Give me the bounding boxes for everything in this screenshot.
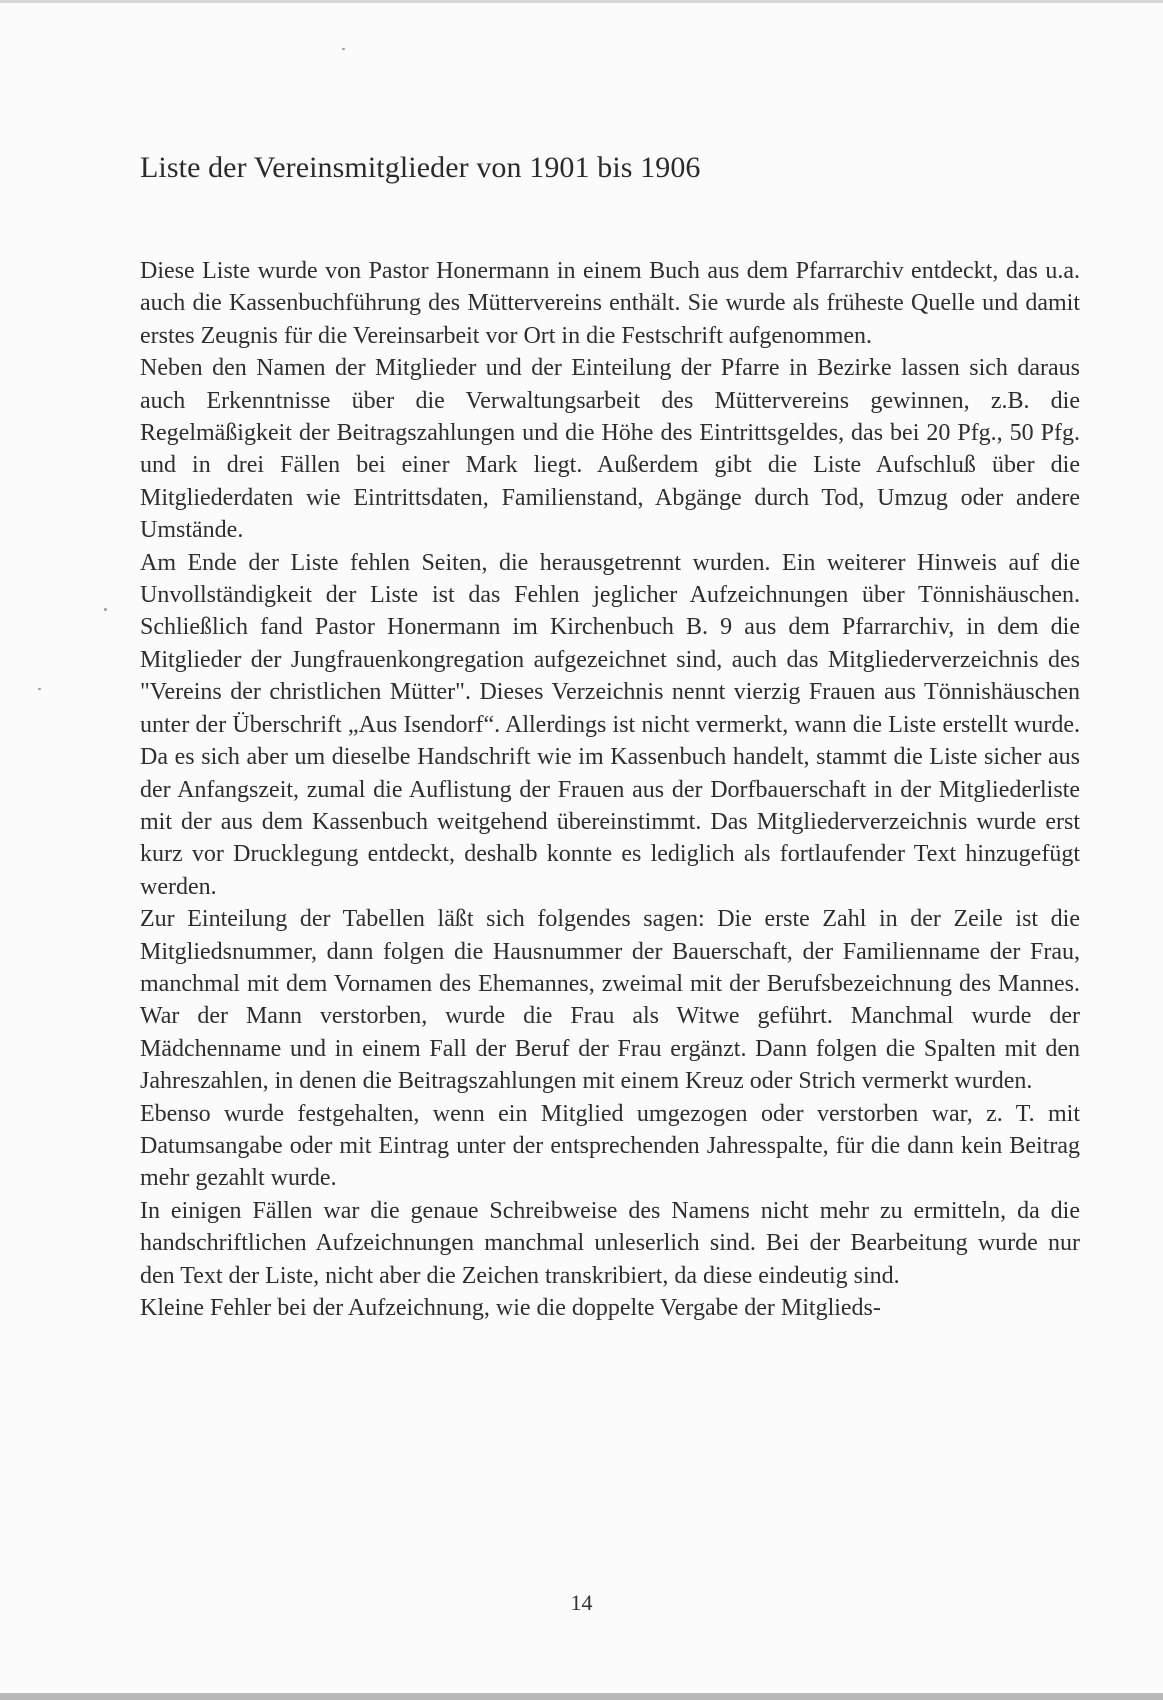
paragraph-1: Diese Liste wurde von Pastor Honermann in einem Buch aus dem Pfarrarchiv entdeckt, das u.a. auch die Kassenbuchführung des Müttervereins enthält. Sie wurde als früheste Quelle und damit erstes Zeugnis für die Vereinsarbeit vor Ort in die Festschrift aufgenommen. xyxy=(140,258,1080,349)
paragraph-2: Neben den Namen der Mitglieder und der Einteilung der Pfarre in Bezirke lassen sich daraus auch Erkenntnisse über die Verwaltungsarbeit des Müttervereins gewinnen, z.B. die Regelmäßigkeit der Beitragszahlungen und die Höhe des Eintrittsgeldes, das bei 20 Pfg., 50 Pfg. und in drei Fällen bei einer Mark liegt. Außerdem gibt die Liste Aufschluß über die Mitgliederdaten wie Eintrittsdaten, Familienstand, Abgänge durch Tod, Umzug oder andere Umstände. xyxy=(140,355,1080,544)
page-edge-top xyxy=(0,0,1163,3)
scan-speck xyxy=(342,48,345,50)
paragraph-4: Zur Einteilung der Tabellen läßt sich folgendes sagen: Die erste Zahl in der Zeile ist die Mitgliedsnummer, dann folgen die Hausnummer der Bauerschaft, der Familienname der Frau, manchmal mit dem Vornamen des Ehemannes, zweimal mit der Berufsbezeichnung des Mannes. War der Mann verstorben, wurde die Frau als Witwe geführt. Manchmal wurde der Mädchenname und in einem Fall der Beruf der Frau ergänzt. Dann folgen die Spalten mit den Jahreszahlen, in denen die Beitragszahlungen mit einem Kreuz oder Strich vermerkt wurden. xyxy=(140,906,1080,1095)
scan-speck xyxy=(38,688,41,690)
paragraph-6: In einigen Fällen war die genaue Schreibweise des Namens nicht mehr zu ermitteln, da die handschriftlichen Aufzeichnungen manchmal unleserlich sind. Bei der Bearbeitung wurde nur den Text der Liste, nicht aber die Zeichen transkribiert, da diese eindeutig sind. xyxy=(140,1197,1080,1289)
body-text xyxy=(140,255,1080,1324)
page-edge-bottom xyxy=(0,1693,1163,1700)
paragraph-3: Am Ende der Liste fehlen Seiten, die herausgetrennt wurden. Ein weiterer Hinweis auf die Unvollständigkeit der Liste ist das Fehlen jeglicher Aufzeichnungen über Tönnishäuschen. Schließlich fand Pastor Honermann im Kirchenbuch B. 9 aus dem Pfarrarchiv, in dem die Mitglieder der Jungfrauenkongregation aufgezeichnet sind, auch das Mitgliederverzeichnis des "Vereins der christlichen Mütter". Dieses Verzeichnis nennt vierzig Frauen aus Tönnishäuschen unter der Überschrift „Aus Isendorf“. Allerdings ist nicht vermerkt, wann die Liste erstellt wurde. Da es sich aber um dieselbe Handschrift wie im Kassenbuch handelt, stammt die Liste sicher aus der Anfangszeit, zumal die Auflistung der Frauen aus der Dorfbauerschaft in der Mitgliederliste mit der aus dem Kassenbuch weitgehend übereinstimmt. Das Mitgliederverzeichnis wurde erst kurz vor Drucklegung entdeckt, deshalb konnte es lediglich als fortlaufender Text hinzugefügt werden. xyxy=(140,549,1080,900)
page-title: Liste der Vereinsmitglieder von 1901 bis 1906 xyxy=(140,151,701,184)
page-number: 14 xyxy=(570,1590,593,1615)
page-content xyxy=(140,150,1080,1324)
paragraph-7: Kleine Fehler bei der Aufzeichnung, wie die doppelte Vergabe der Mitglieds- xyxy=(140,1295,881,1321)
paragraph-5: Ebenso wurde festgehalten, wenn ein Mitglied umgezogen oder verstorben war, z. T. mit Datumsangabe oder mit Eintrag unter der entsprechenden Jahresspalte, für die dann kein Beitrag mehr gezahlt wurde. xyxy=(140,1100,1080,1192)
scan-speck xyxy=(104,608,107,611)
